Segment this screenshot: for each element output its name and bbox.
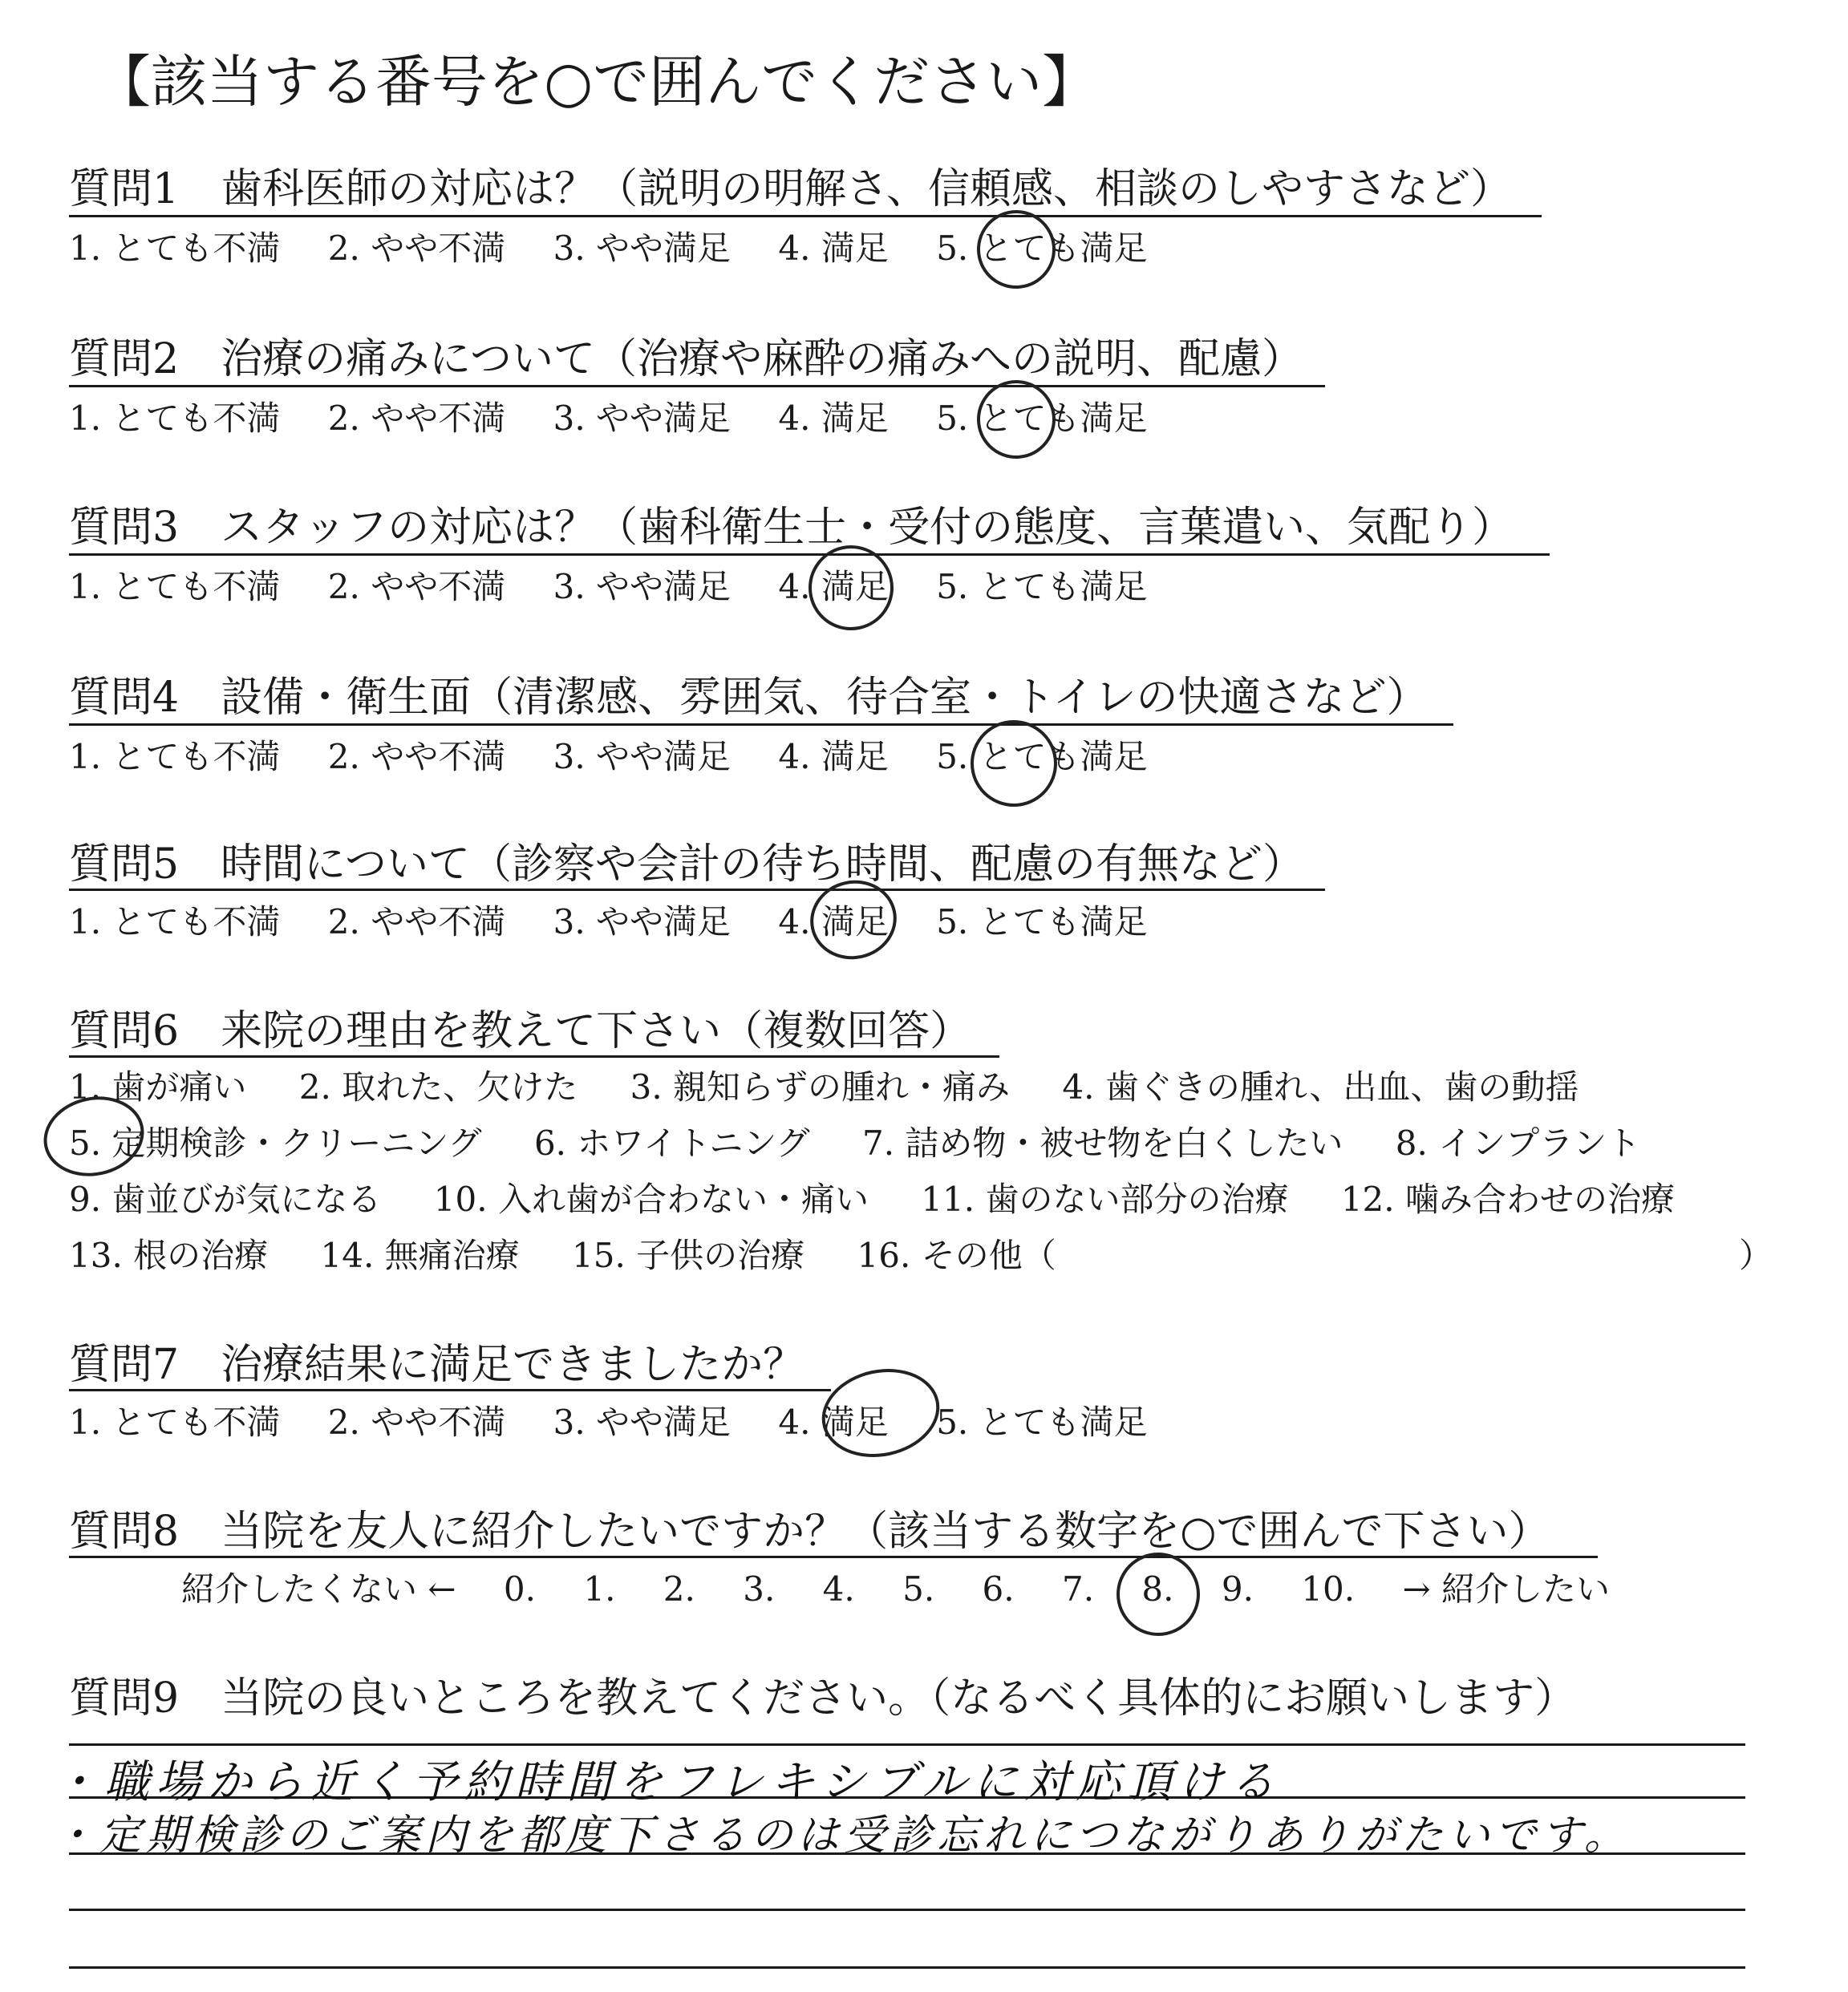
question-6-row-3 bbox=[69, 1177, 1716, 1222]
question-7-title: 質問7 治療結果に満足できましたか？ bbox=[69, 1341, 805, 1389]
score-8[interactable]: 8. bbox=[1141, 1569, 1174, 1609]
question-5-options bbox=[69, 900, 1185, 945]
reason-14[interactable]: 14. 無痛治療 bbox=[320, 1236, 520, 1275]
other-close-paren: ） bbox=[1739, 1236, 1773, 1275]
score-10[interactable]: 10. bbox=[1301, 1569, 1356, 1609]
option-2[interactable]: 2. やや不満 bbox=[327, 737, 506, 776]
option-1[interactable]: 1. とても不満 bbox=[69, 399, 281, 438]
reason-2[interactable]: 2. 取れた、欠けた bbox=[298, 1067, 578, 1107]
option-1[interactable]: 1. とても不満 bbox=[69, 902, 281, 941]
option-4[interactable]: 4. 満足 bbox=[778, 1403, 889, 1442]
answer-line-4 bbox=[69, 1909, 1745, 1911]
option-3[interactable]: 3. やや満足 bbox=[553, 567, 732, 606]
question-5-title: 質問5 時間について（診察や会計の待ち時間、配慮の有無など） bbox=[69, 840, 1305, 889]
answer-line-5 bbox=[69, 1966, 1745, 1969]
reason-12[interactable]: 12. 噛み合わせの治療 bbox=[1340, 1180, 1675, 1219]
option-2[interactable]: 2. やや不満 bbox=[327, 902, 506, 941]
reason-3[interactable]: 3. 親知らずの腫れ・痛み bbox=[630, 1067, 1011, 1107]
scale-right-label: → 紹介したい bbox=[1402, 1569, 1610, 1609]
option-1[interactable]: 1. とても不満 bbox=[69, 229, 281, 268]
question-3-options bbox=[69, 565, 1185, 609]
option-4[interactable]: 4. 満足 bbox=[778, 737, 889, 776]
handwritten-answer-2: ・定期検診のご案内を都度下さるのは受診忘れにつながりありがたいです。 bbox=[53, 1812, 1631, 1860]
question-2-underline bbox=[69, 385, 1325, 387]
scale-left-label: 紹介したくない ← bbox=[181, 1569, 456, 1609]
reason-7[interactable]: 7. 詰め物・被せ物を白くしたい bbox=[861, 1124, 1343, 1163]
question-7-options bbox=[69, 1400, 1185, 1445]
option-1[interactable]: 1. とても不満 bbox=[69, 1403, 281, 1442]
option-5[interactable]: 5. とても満足 bbox=[936, 902, 1148, 941]
reason-11[interactable]: 11. 歯のない部分の治療 bbox=[921, 1180, 1289, 1219]
option-3[interactable]: 3. やや満足 bbox=[553, 737, 732, 776]
option-3[interactable]: 3. やや満足 bbox=[553, 1403, 732, 1442]
question-6-title: 質問6 来院の理由を教えて下さい（複数回答） bbox=[69, 1007, 972, 1055]
reason-4[interactable]: 4. 歯ぐきの腫れ、出血、歯の動揺 bbox=[1062, 1067, 1579, 1107]
question-8-underline bbox=[69, 1556, 1598, 1558]
score-4[interactable]: 4. bbox=[822, 1569, 855, 1609]
reason-16[interactable]: 16. その他（ bbox=[857, 1236, 1056, 1275]
question-4-title: 質問4 設備・衛生面（清潔感、雰囲気、待合室・トイレの快適さなど） bbox=[69, 674, 1429, 722]
option-4[interactable]: 4. 満足 bbox=[778, 229, 889, 268]
question-6-row-2 bbox=[69, 1121, 1682, 1166]
question-3-title: 質問3 スタッフの対応は？（歯科衛生士・受付の態度、言葉遣い、気配り） bbox=[69, 504, 1514, 552]
selection-circle-q7 bbox=[813, 1358, 947, 1468]
option-3[interactable]: 3. やや満足 bbox=[553, 902, 732, 941]
score-5[interactable]: 5. bbox=[902, 1569, 935, 1609]
score-0[interactable]: 0. bbox=[503, 1569, 536, 1609]
score-2[interactable]: 2. bbox=[663, 1569, 695, 1609]
option-4[interactable]: 4. 満足 bbox=[778, 902, 889, 941]
question-8-scale bbox=[181, 1567, 1647, 1612]
option-2[interactable]: 2. やや不満 bbox=[327, 229, 506, 268]
option-2[interactable]: 2. やや不満 bbox=[327, 399, 506, 438]
answer-line-1 bbox=[69, 1743, 1745, 1746]
reason-10[interactable]: 10. 入れ歯が合わない・痛い bbox=[433, 1180, 869, 1219]
question-1-underline bbox=[69, 215, 1542, 217]
reason-1[interactable]: 1. 歯が痛い bbox=[69, 1067, 247, 1107]
option-5[interactable]: 5. とても満足 bbox=[936, 399, 1148, 438]
option-2[interactable]: 2. やや不満 bbox=[327, 567, 506, 606]
reason-15[interactable]: 15. 子供の治療 bbox=[572, 1236, 805, 1275]
score-9[interactable]: 9. bbox=[1221, 1569, 1254, 1609]
reason-9[interactable]: 9. 歯並びが気になる bbox=[69, 1180, 382, 1219]
question-8-title: 質問8 当院を友人に紹介したいですか？（該当する数字を○で囲んで下さい） bbox=[69, 1508, 1550, 1556]
question-6-underline bbox=[69, 1055, 999, 1058]
question-6-row-1 bbox=[69, 1065, 1620, 1110]
reason-13[interactable]: 13. 根の治療 bbox=[69, 1236, 269, 1275]
handwritten-answer-1: ・職場から近く予約時間をフレキシブルに対応頂ける bbox=[53, 1756, 1281, 1808]
question-2-title: 質問2 治療の痛みについて（治療や麻酔の痛みへの説明、配慮） bbox=[69, 335, 1304, 383]
option-2[interactable]: 2. やや不満 bbox=[327, 1403, 506, 1442]
selection-circle-q8 bbox=[1108, 1545, 1207, 1643]
score-3[interactable]: 3. bbox=[743, 1569, 776, 1609]
option-5[interactable]: 5. とても満足 bbox=[936, 567, 1148, 606]
reason-8[interactable]: 8. インプラント bbox=[1395, 1124, 1641, 1163]
option-3[interactable]: 3. やや満足 bbox=[553, 399, 732, 438]
score-1[interactable]: 1. bbox=[583, 1569, 616, 1609]
option-4[interactable]: 4. 満足 bbox=[778, 567, 889, 606]
question-5-underline bbox=[69, 889, 1325, 891]
question-3-underline bbox=[69, 553, 1550, 556]
question-4-underline bbox=[69, 723, 1453, 726]
question-7-underline bbox=[69, 1389, 831, 1391]
option-5[interactable]: 5. とても満足 bbox=[936, 229, 1148, 268]
survey-heading: 【該当する番号を○で囲んでください】 bbox=[95, 49, 1099, 115]
option-1[interactable]: 1. とても不満 bbox=[69, 737, 281, 776]
option-1[interactable]: 1. とても不満 bbox=[69, 567, 281, 606]
reason-5[interactable]: 5. 定期検診・クリーニング bbox=[69, 1124, 482, 1163]
score-7[interactable]: 7. bbox=[1061, 1569, 1095, 1609]
question-6-row-4 bbox=[69, 1233, 1098, 1278]
option-4[interactable]: 4. 満足 bbox=[778, 399, 889, 438]
question-9-title: 質問9 当院の良いところを教えてください。（なるべく具体的にお願いします） bbox=[69, 1674, 1577, 1723]
option-3[interactable]: 3. やや満足 bbox=[553, 229, 732, 268]
option-5[interactable]: 5. とても満足 bbox=[936, 1403, 1148, 1442]
score-6[interactable]: 6. bbox=[982, 1569, 1015, 1609]
question-1-title: 質問1 歯科医師の対応は？（説明の明解さ、信頼感、相談のしやすさなど） bbox=[69, 165, 1513, 213]
reason-6[interactable]: 6. ホワイトニング bbox=[533, 1124, 810, 1163]
selection-circle-q4 bbox=[962, 712, 1065, 815]
option-5[interactable]: 5. とても満足 bbox=[936, 737, 1148, 776]
